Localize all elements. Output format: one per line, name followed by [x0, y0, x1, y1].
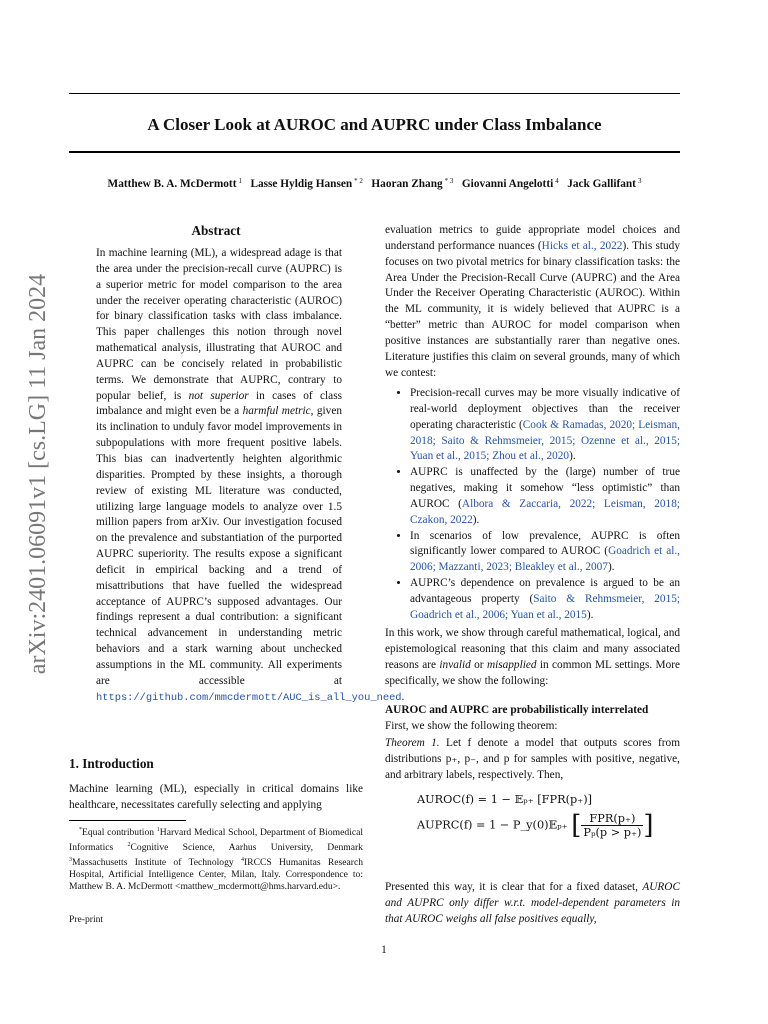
title-rule — [69, 151, 680, 153]
claim-4: • AUPRC’s dependence on prevalence is argued to be an advantageous property (Saito & Rehmsmeier, 2015; Goadrich et al., 2006; Yuan et al., 2015). — [410, 576, 680, 624]
claim-2: • AUPRC is unaffected by the (large) number of true negatives, making it somehow “less optimistic” than AUROC (Albora & Zaccaria, 2022; Leisman, 2018; Czakon, 2022). — [410, 465, 680, 528]
footnote-rule — [69, 820, 186, 821]
repo-link[interactable]: https://github.com/mmcdermott/AUC_is_all_you_need — [96, 691, 402, 704]
claim-1-citations[interactable]: Cook & Ramadas, 2020; Leisman, 2018; Saito & Rehmsmeier, 2015; Ozenne et al., 2015; Yuan et al., 2015; Zhou et al., 2020 — [410, 418, 680, 463]
claim-4-citations[interactable]: Saito & Rehmsmeier, 2015; Goadrich et al., 2006; Yuan et al., 2015 — [410, 592, 681, 621]
footnote: *Equal contribution $^1$Harvard Medical School, Department of Biomedical Informatics $^2$Cognitive Science, Aarhus University, Denmark $^3$Massachusetts Institute of Technology $^4$IRCCS Humanitas Research Hospital, Artificial Intelligence Center, Milan, Italy. Correspondence to: Matthew B. A. McDermott <matthew_mcdermott@hms.harvard.edu>. — [69, 827, 364, 893]
author-5: Jack Gallifant $^3$ — [567, 177, 642, 190]
claim-1: • Precision-recall curves may be more visually indicative of real-world deployment objectives than the receiver operating characteristic (Cook & Ramadas, 2020; Leisman, 2018; Saito & Rehmsmeier, 2015; Ozenne et al., 2015; Yuan et al., 2015; Zhou et al., 2020). — [410, 386, 680, 465]
author-list — [69, 177, 680, 190]
claim-2-citations[interactable]: Albora & Zaccaria, 2022; Leisman, 2018; Czakon, 2022 — [410, 497, 680, 526]
top-rule — [69, 93, 680, 94]
intro-text: Machine learning (ML), especially in critical domains like healthcare, necessitates carefully selecting and applying — [69, 783, 363, 811]
theorem-1: Theorem 1. Let f denote a model that outputs scores from distributions p₊, p₋, and p for samples with positive, negative, and arbitrary labels, respectively. Then, — [385, 737, 680, 781]
abstract-heading: Abstract — [191, 223, 241, 238]
author-2: Lasse Hyldig Hansen $^{* 2}$ — [250, 177, 363, 190]
subheading-interrelated: AUROC and AUPRC are probabilistically interrelated — [385, 704, 649, 716]
page-number: 1 — [381, 944, 387, 956]
right-para-4: Presented this way, it is clear that for a fixed dataset, AUROC and AUPRC only differ w.r.t. model-dependent parameters in that AUROC weighs all false positives equally, — [385, 881, 680, 925]
claims-list — [385, 386, 680, 624]
theorem-intro: First, we show the following theorem: — [385, 720, 558, 732]
author-1: Matthew B. A. McDermott $^1$ — [107, 177, 242, 190]
abstract-body: In machine learning (ML), a widespread adage is that the area under the precision-recall curve (AUPRC) is a superior metric for model comparison to the area under the receiver operating characteristic (AUROC) for binary classification tasks with class imbalance. This paper challenges this notion through novel mathematical analysis, illustrating that AUROC and AUPRC can be concisely related in probabilistic terms. We demonstrate that AUPRC, contrary to popular belief, is not superior in cases of class imbalance and might even be a harmful metric, given its inclination to unduly favor model improvements in subpopulations with more frequent positive labels. This bias can inadvertently heighten algorithmic disparities. Prompted by these insights, a thorough review of existing ML literature was conducted, utilizing large language models to analyze over 1.5 million papers from arXiv. Our investigation focused on the prevalence and substantiation of the purported AUPRC superiority. The results expose a significant deficit in empirical backing and a trend of misattributions that have fuelled the widespread acceptance of AUPRC’s supposed advantages. Our findings represent a dual contribution: a significant technical advancement in understanding metric behaviors and a stark warning about unchecked assumptions in the ML community. All experiments are accessible at https://github.com/mmcdermott/AUC_is_all_you_need. — [96, 247, 405, 704]
author-4: Giovanni Angelotti $^4$ — [461, 177, 559, 190]
equation-auroc: AUROC(f) = 1 − 𝔼ₚ₊ [FPR(p₊)] — [417, 793, 593, 806]
paper-title: A Closer Look at AUROC and AUPRC under Class Imbalance — [147, 115, 602, 134]
intro-heading: 1. Introduction — [69, 756, 154, 771]
arxiv-side-label: arXiv:2401.06091v1 [cs.LG] 11 Jan 2024 — [25, 273, 51, 675]
equation-auprc: AUPRC(f) = 1 − P_y(0)𝔼ₚ₊ [ $\frac{\text{FPR(p₊)}}{\text{Pₚ(p > p₊)}}$ ] — [417, 810, 654, 841]
claim-3-citations[interactable]: Goadrich et al., 2006; Mazzanti, 2023; Bleakley et al., 2007 — [410, 545, 680, 574]
preprint-label: Pre-print — [69, 914, 104, 925]
right-para-1: evaluation metrics to guide appropriate model choices and understand performance nuances (Hicks et al., 2022). This study focuses on two pivotal metrics for binary classification tasks: the Area Under the Precision-Recall Curve (AUPRC) and the Area Under the Receiver Operating Characteristic (AUROC). Within the ML community, it is widely believed that AUPRC is a “better” metric than AUROC for model comparison when positive instances are substantially rarer than negative ones. Literature justifies this claim on several grounds, many of which we contest: — [385, 224, 680, 379]
author-3: Haoran Zhang $^{* 3}$ — [371, 177, 454, 190]
right-para-2: In this work, we show through careful mathematical, logical, and epistemological reasoning that this claim and many associated reasons are invalid or misapplied in common ML settings. More specifically, we show the following: — [385, 627, 681, 687]
claim-3: • In scenarios of low prevalence, AUPRC is often significantly lower compared to AUROC (Goadrich et al., 2006; Mazzanti, 2023; Bleakley et al., 2007). — [410, 529, 680, 577]
citation-hicks[interactable]: Hicks et al., 2022 — [541, 239, 623, 252]
